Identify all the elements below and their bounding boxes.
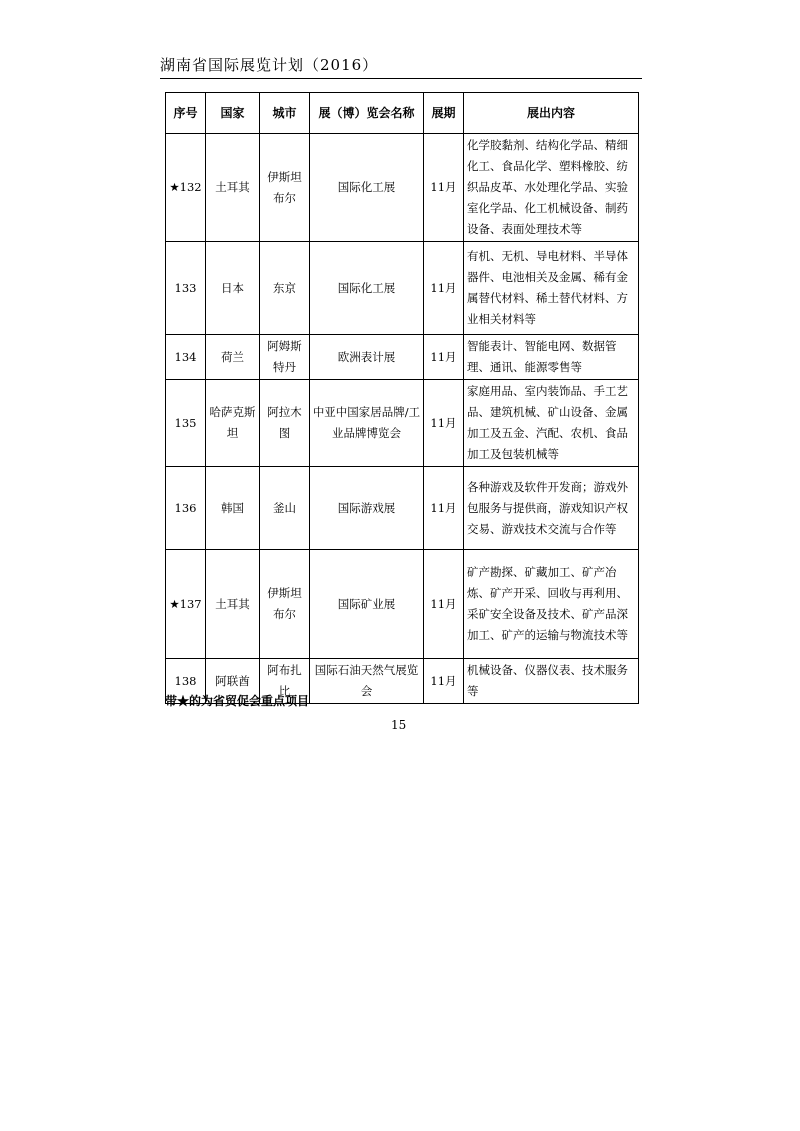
cell-exhibition-name: 国际化工展 <box>310 242 424 335</box>
cell-period: 11月 <box>424 659 464 704</box>
cell-content: 有机、无机、导电材料、半导体器件、电池相关及金属、稀有金属替代材料、稀土替代材料、方业相关材料等 <box>464 242 639 335</box>
cell-exhibition-name: 中亚中国家居品牌/工业品牌博览会 <box>310 380 424 467</box>
cell-exhibition-name: 国际石油天然气展览会 <box>310 659 424 704</box>
table-row <box>166 335 639 380</box>
cell-city: 伊斯坦布尔 <box>260 134 310 242</box>
cell-seq: ★132 <box>166 134 206 242</box>
cell-seq: 133 <box>166 242 206 335</box>
cell-country: 荷兰 <box>206 335 260 380</box>
page-header-title: 湖南省国际展览计划（2016） <box>160 56 379 74</box>
cell-content: 矿产勘探、矿藏加工、矿产冶炼、矿产开采、回收与再利用、采矿安全设备及技术、矿产品深加工、矿产的运输与物流技术等 <box>464 550 639 659</box>
page-number: 15 <box>391 718 407 732</box>
cell-exhibition-name: 国际化工展 <box>310 134 424 242</box>
table-row <box>166 242 639 335</box>
cell-city: 阿布扎比 <box>260 659 310 704</box>
cell-country: 阿联酋 <box>206 659 260 704</box>
cell-country: 哈萨克斯坦 <box>206 380 260 467</box>
cell-seq: ★137 <box>166 550 206 659</box>
cell-country: 土耳其 <box>206 134 260 242</box>
cell-country: 韩国 <box>206 467 260 550</box>
table-row <box>166 380 639 467</box>
cell-period: 11月 <box>424 134 464 242</box>
cell-exhibition-name: 欧洲表计展 <box>310 335 424 380</box>
cell-city: 伊斯坦布尔 <box>260 550 310 659</box>
cell-city: 阿姆斯特丹 <box>260 335 310 380</box>
column-header-city: 城市 <box>260 93 310 134</box>
cell-city: 东京 <box>260 242 310 335</box>
cell-period: 11月 <box>424 550 464 659</box>
cell-period: 11月 <box>424 380 464 467</box>
cell-seq: 138 <box>166 659 206 704</box>
table-row <box>166 134 639 242</box>
header-divider <box>160 78 642 79</box>
cell-country: 土耳其 <box>206 550 260 659</box>
column-header-period: 展期 <box>424 93 464 134</box>
column-header-content: 展出内容 <box>464 93 639 134</box>
cell-content: 化学胶黏剂、结构化学品、精细化工、食品化学、塑料橡胶、纺织品皮革、水处理化学品、实验室化学品、化工机械设备、制药设备、表面处理技术等 <box>464 134 639 242</box>
cell-country: 日本 <box>206 242 260 335</box>
cell-city: 釜山 <box>260 467 310 550</box>
cell-content: 机械设备、仪器仪表、技术服务等 <box>464 659 639 704</box>
column-header-exhibition-name: 展（博）览会名称 <box>310 93 424 134</box>
cell-content: 智能表计、智能电网、数据管理、通讯、能源零售等 <box>464 335 639 380</box>
cell-period: 11月 <box>424 242 464 335</box>
column-header-country: 国家 <box>206 93 260 134</box>
footnote: 带★的为省贸促会重点项目 <box>165 694 310 708</box>
cell-seq: 134 <box>166 335 206 380</box>
cell-seq: 135 <box>166 380 206 467</box>
cell-exhibition-name: 国际矿业展 <box>310 550 424 659</box>
cell-content: 各种游戏及软件开发商；游戏外包服务与提供商，游戏知识产权交易、游戏技术交流与合作等 <box>464 467 639 550</box>
cell-city: 阿拉木图 <box>260 380 310 467</box>
cell-period: 11月 <box>424 335 464 380</box>
table-header-row <box>166 93 639 134</box>
cell-content: 家庭用品、室内装饰品、手工艺品、建筑机械、矿山设备、金属加工及五金、汽配、农机、食品加工及包装机械等 <box>464 380 639 467</box>
exhibition-table <box>165 92 639 704</box>
cell-exhibition-name: 国际游戏展 <box>310 467 424 550</box>
column-header-seq: 序号 <box>166 93 206 134</box>
cell-seq: 136 <box>166 467 206 550</box>
cell-period: 11月 <box>424 467 464 550</box>
table-row <box>166 550 639 659</box>
table-row <box>166 467 639 550</box>
